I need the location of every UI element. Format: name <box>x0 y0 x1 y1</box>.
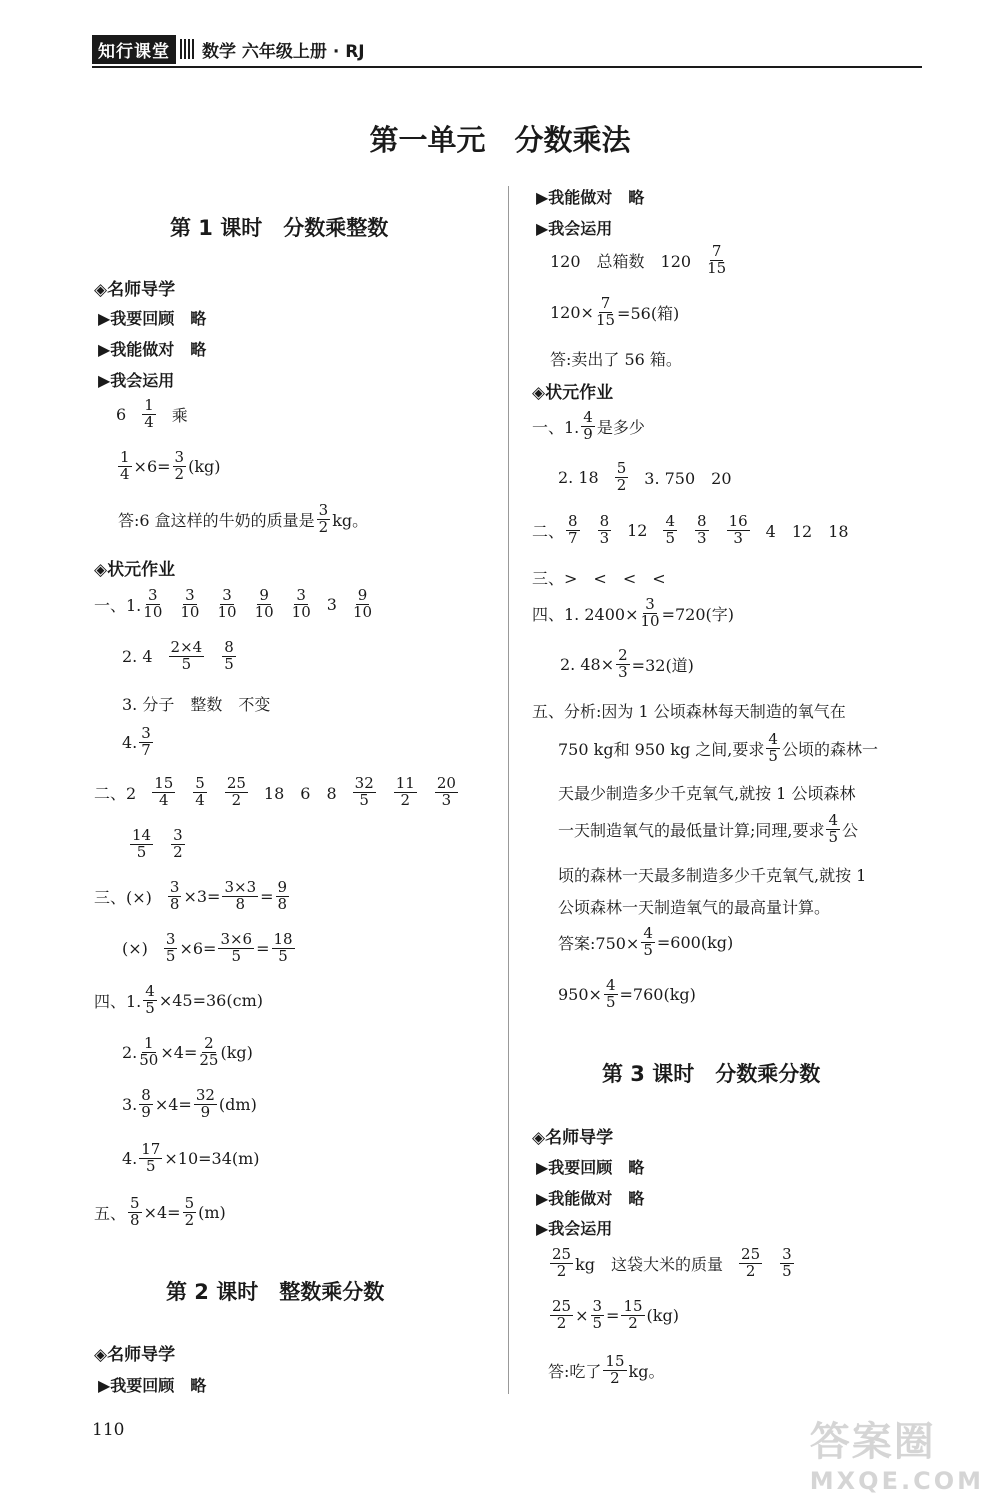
fraction: 25 2 <box>552 1245 572 1280</box>
answer-text: 950× <box>558 984 602 1004</box>
answer-line <box>548 1299 679 1332</box>
fraction: 8 3 <box>697 512 707 547</box>
answer-text: ×6= <box>179 938 217 958</box>
review-line: ▶我要回顾 略 <box>98 309 207 328</box>
fraction: 32 5 <box>354 774 374 809</box>
section-heading: ◈名师导学 <box>532 1128 614 1148</box>
answer-text: 2. 18 <box>558 467 599 487</box>
section-heading: ◈状元作业 <box>94 560 176 580</box>
answer-line: 答:卖出了 56 箱。 <box>550 350 682 369</box>
fraction: 9 10 <box>254 586 274 621</box>
answer-text: 18 6 8 <box>263 783 337 803</box>
item-number: 4. <box>122 732 138 752</box>
fraction: 4 5 <box>665 512 676 547</box>
answer-line <box>532 410 645 443</box>
answer-text: = <box>260 886 274 906</box>
answer-line <box>116 398 188 431</box>
answer-line <box>94 588 374 621</box>
column-divider <box>508 186 509 1394</box>
answer-text: ×6= <box>133 456 171 476</box>
item-number: 一、1. <box>532 417 580 437</box>
fraction: $\frac{3}{5}$ <box>592 1297 603 1332</box>
answer-text: 答:6 盒这样的牛奶的质量是 <box>118 510 315 530</box>
item-number: 二、2 <box>94 783 137 803</box>
fraction: 5 2 <box>616 459 627 494</box>
fraction: 25 2 <box>226 774 246 809</box>
section-heading: ◈名师导学 <box>94 1345 176 1365</box>
answer-line <box>94 1196 226 1229</box>
answer-line <box>122 726 155 759</box>
answer-line <box>118 503 368 536</box>
item-number: 一、1. <box>94 595 142 615</box>
fraction: $\frac{1}{50}$ <box>139 1034 159 1069</box>
fraction: $\frac{3}{5}$ <box>165 930 176 965</box>
answer-line <box>550 296 679 329</box>
answer-text: 3. 750 20 <box>644 468 732 488</box>
analysis-line: 公顷森林一天制造氧气的最高量计算。 <box>558 898 831 917</box>
unit-title: 第一单元 分数乘法 <box>369 123 631 157</box>
answer-line <box>94 776 460 809</box>
answer-line <box>94 880 291 913</box>
item-number: 二、 <box>532 521 565 541</box>
answer-line <box>550 244 728 277</box>
item-number: 3. <box>122 1094 138 1114</box>
fraction: $\frac{4}{5}$ <box>605 976 616 1011</box>
fraction: 15 4 <box>154 774 174 809</box>
answer-text: kg。 <box>628 1361 665 1381</box>
answer-text: 答:吃了 <box>548 1361 602 1381</box>
answer-text: (m) <box>198 1202 226 1222</box>
item-number: 2. <box>122 1042 138 1062</box>
fraction: $\frac{2}{3}$ <box>618 646 628 681</box>
answer-line <box>128 828 187 861</box>
answer-text: =720(字) <box>661 604 735 624</box>
analysis-line: 顷的森林一天最多制造多少千克氧气,就按 1 <box>558 866 867 885</box>
answer-text: kg。 <box>332 510 369 530</box>
analysis-line: 天最少制造多少千克氧气,就按 1 公顷森林 <box>558 784 856 803</box>
fraction: $\frac{32}{9}$ <box>195 1086 215 1121</box>
answer-text: = <box>256 938 270 958</box>
answer-text: 公顷的森林一 <box>781 739 878 759</box>
answer-text: ×4= <box>143 1202 181 1222</box>
fraction: $\frac{2}{25}$ <box>199 1034 219 1069</box>
fraction: 20 3 <box>436 774 456 809</box>
fraction: 8 7 <box>568 512 578 547</box>
answer-line <box>122 1088 257 1121</box>
apply-line: ▶我会运用 <box>536 219 613 238</box>
answer-line <box>122 1142 260 1175</box>
answer-text: ×45=36(cm) <box>158 990 263 1010</box>
header-bars-decoration <box>180 39 194 59</box>
item-number: 2. 4 <box>122 646 153 666</box>
answer-text: =600(kg) <box>656 932 734 952</box>
fraction: 4 5 <box>828 811 839 846</box>
analysis-line <box>558 813 858 846</box>
fraction: 3 10 <box>180 586 200 621</box>
answer-text: ×4= <box>160 1042 198 1062</box>
fraction: 11 2 <box>395 774 415 809</box>
answer-text: 公 <box>842 820 859 840</box>
answer-text: kg 这袋大米的质量 <box>575 1254 724 1274</box>
answer-text: 6 <box>116 404 127 424</box>
answer-text: ×4= <box>154 1094 192 1114</box>
fraction: 3 10 <box>143 586 163 621</box>
do-right-line: ▶我能做对 略 <box>98 340 207 359</box>
answer-line <box>94 984 263 1017</box>
answer-text: 120× <box>550 302 594 322</box>
answer-text: ×10=34(m) <box>164 1148 260 1168</box>
answer-line <box>116 450 221 483</box>
answer-text: (kg) <box>646 1305 679 1325</box>
fraction: 5 4 <box>195 774 205 809</box>
watermark <box>810 1410 984 1495</box>
answer-line <box>548 1247 796 1280</box>
page-header <box>92 36 365 62</box>
answer-text: 答案:750× <box>558 933 640 953</box>
fraction: $\frac{18}{5}$ <box>273 930 293 965</box>
answer-text: =32(道) <box>631 655 694 675</box>
answer-text: 750 kg和 950 kg 之间,要求 <box>558 739 765 759</box>
fraction: $\frac{7}{15}$ <box>595 294 616 329</box>
fraction: $\frac{15}{2}$ <box>623 1297 643 1332</box>
fraction: 14 5 <box>132 826 152 861</box>
fraction: 4 5 <box>768 730 778 765</box>
fraction: $\frac{9}{8}$ <box>277 878 288 913</box>
answer-text: (kg) <box>188 456 221 476</box>
do-right-line: ▶我能做对 略 <box>536 188 645 207</box>
answer-line <box>558 978 696 1011</box>
item-number: 四、1. <box>94 991 142 1011</box>
answer-text: 120 总箱数 120 <box>550 251 692 271</box>
answer-text: ×3= <box>183 886 221 906</box>
fraction: 8 3 <box>599 512 610 547</box>
answer-text: (dm) <box>218 1094 257 1114</box>
watermark-url: MXQE.COM <box>809 1467 984 1495</box>
fraction: $\frac{3\times 6}{5}$ <box>220 930 253 965</box>
fraction: 15 2 <box>605 1352 625 1387</box>
fraction: 16 3 <box>728 512 748 547</box>
fraction: $\frac{4}{5}$ <box>145 982 155 1017</box>
fraction: 4 9 <box>583 408 593 443</box>
review-line: ▶我要回顾 略 <box>98 1376 207 1395</box>
answer-text: 4 12 18 <box>765 521 849 541</box>
section-heading: ◈状元作业 <box>532 383 614 403</box>
watermark-logo: 答案圈 <box>809 1419 936 1465</box>
apply-line: ▶我会运用 <box>98 371 175 390</box>
item-number: 2. 48× <box>560 654 615 674</box>
apply-line: ▶我会运用 <box>536 1219 613 1238</box>
item-number: 四、1. 2400× <box>532 604 639 624</box>
fraction: 25 2 <box>741 1245 761 1280</box>
answer-text: = <box>606 1305 620 1325</box>
fraction: $\frac{17}{5}$ <box>141 1140 161 1175</box>
item-number: 三、(×) <box>94 887 152 907</box>
header-subtitle: 数学 六年级上册 · RJ <box>202 41 365 62</box>
answer-line: 三、> < < < <box>532 569 666 588</box>
fraction: 9 10 <box>352 586 373 621</box>
answer-text: 3 <box>326 594 337 614</box>
answer-line <box>548 1354 664 1387</box>
fraction: 1 4 <box>144 396 154 431</box>
fraction: $\frac{1}{4}$ <box>120 448 130 483</box>
header-rule <box>92 66 922 68</box>
fraction: 2×4 5 <box>170 638 203 673</box>
fraction: 3 10 <box>291 586 311 621</box>
answer-text: 一天制造氧气的最低量计算;同理,要求 <box>558 820 825 840</box>
fraction: 3 2 <box>173 826 183 861</box>
fraction: 3 2 <box>318 501 329 536</box>
answer-text: =760(kg) <box>619 984 696 1004</box>
answer-text: × <box>575 1305 589 1325</box>
page-number: 110 <box>92 1420 125 1440</box>
section-heading: ◈名师导学 <box>94 280 176 300</box>
answer-text: 12 <box>627 520 648 540</box>
fraction: $\frac{3}{10}$ <box>640 595 660 630</box>
answer-text: (kg) <box>220 1042 253 1062</box>
answer-line <box>122 1036 253 1069</box>
fraction: $\frac{8}{9}$ <box>141 1086 151 1121</box>
answer-line <box>558 926 733 959</box>
lesson-3-title: 第 3 课时 分数乘分数 <box>602 1062 821 1086</box>
answer-line <box>560 648 694 681</box>
analysis-line: 五、分析:因为 1 公顷森林每天制造的氧气在 <box>532 702 846 721</box>
fraction: 3 5 <box>782 1245 792 1280</box>
answer-line <box>532 514 849 547</box>
lesson-2-title: 第 2 课时 整数乘分数 <box>166 1280 385 1304</box>
fraction: 8 5 <box>224 638 234 673</box>
answer-line <box>122 932 297 965</box>
answer-line <box>122 640 238 673</box>
answer-line: 3. 分子 整数 不变 <box>122 695 271 714</box>
fraction: $\frac{5}{2}$ <box>184 1194 195 1229</box>
item-number: 4. <box>122 1148 138 1168</box>
answer-line <box>558 461 732 494</box>
fraction: 7 15 <box>707 242 727 277</box>
answer-text: 乘 <box>171 405 188 425</box>
fraction: $\frac{3\times 3}{8}$ <box>224 878 257 913</box>
fraction: 3 10 <box>217 586 237 621</box>
fraction: $\frac{5}{8}$ <box>130 1194 140 1229</box>
lesson-1-title: 第 1 课时 分数乘整数 <box>170 216 389 240</box>
fraction: $\frac{3}{2}$ <box>174 448 185 483</box>
answer-text: 是多少 <box>596 417 645 437</box>
answer-text: =56(箱) <box>617 303 680 323</box>
review-line: ▶我要回顾 略 <box>536 1158 645 1177</box>
fraction: $\frac{25}{2}$ <box>552 1297 572 1332</box>
do-right-line: ▶我能做对 略 <box>536 1189 645 1208</box>
fraction: $\frac{4}{5}$ <box>643 924 653 959</box>
item-number: (×) <box>122 938 148 958</box>
item-number: 五、 <box>94 1203 127 1223</box>
analysis-line <box>558 732 878 765</box>
answer-line <box>532 597 734 630</box>
brand-logo: 知行课堂 <box>92 35 176 64</box>
fraction: $\frac{3}{8}$ <box>169 878 180 913</box>
fraction: 3 7 <box>141 724 151 759</box>
